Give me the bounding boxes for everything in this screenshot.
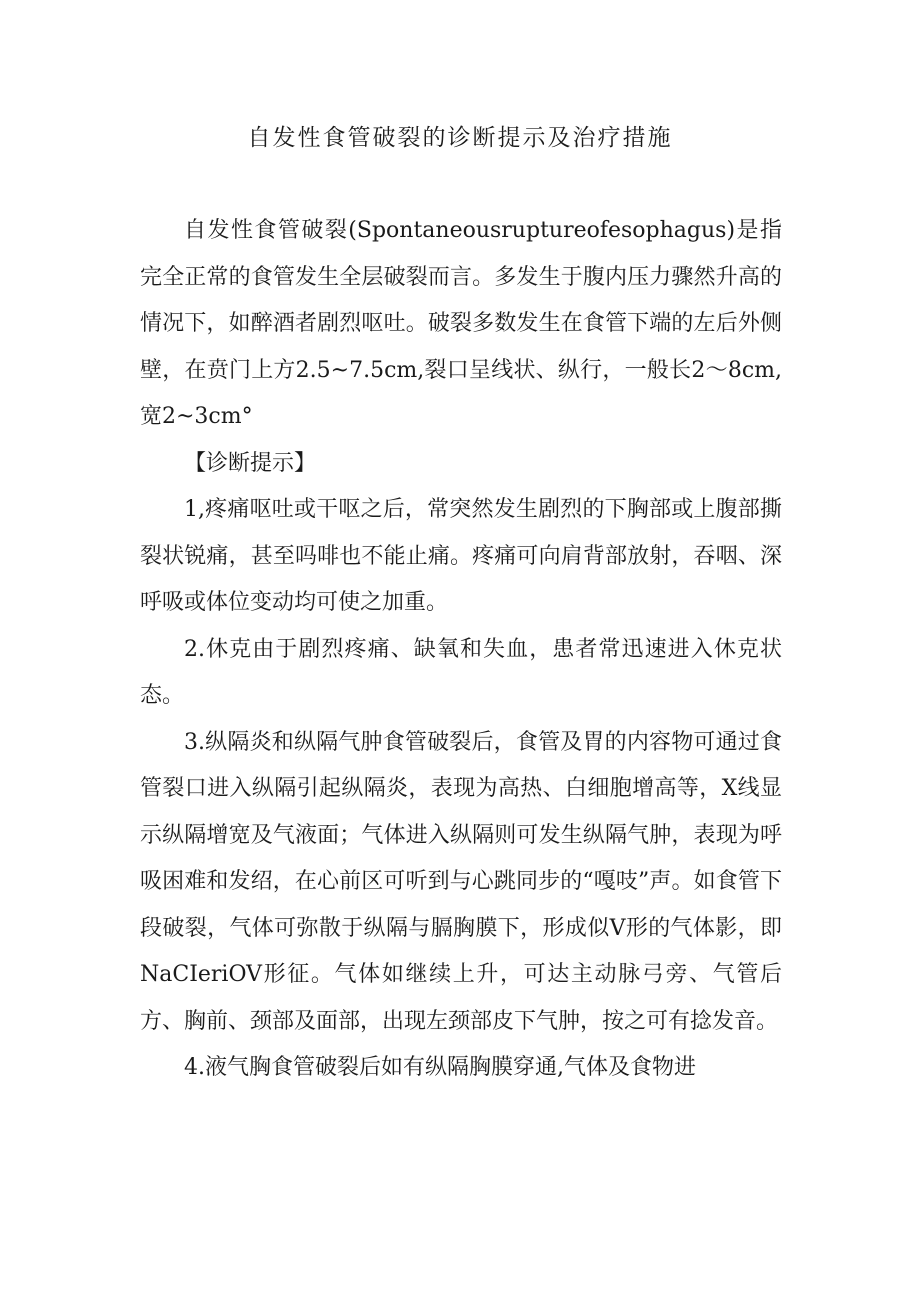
document-title: 自发性食管破裂的诊断提示及治疗措施 xyxy=(247,125,673,151)
paragraph-intro: 自发性食管破裂(Spontaneousruptureofesophagus)是指完全正常的食管发生全层破裂而言。多发生于腹内压力骤然升高的情况下，如醉酒者剧烈呕吐。破裂多数发生在食管下端的左后外侧壁，在贲门上方2.5~7.5cm,裂口呈线状、纵行，一般长2～8cm,宽2~3cm° xyxy=(140,218,782,429)
paragraph-item-3-mediastinitis: 3.纵隔炎和纵隔气肿食管破裂后，食管及胃的内容物可通过食管裂口进入纵隔引起纵隔炎，表现为高热、白细胞增高等，X线显示纵隔增宽及气液面；气体进入纵隔则可发生纵隔气肿，表现为呼吸困难和发绍，在心前区可听到与心跳同步的“嘎吱”声。如食管下段破裂，气体可弥散于纵隔与膈胸膜下，形成似V形的气体影，即NaCIeriOV形征。气体如继续上升，可达主动脉弓旁、气管后方、胸前、颈部及面部，出现左颈部皮下气肿，按之可有捻发音。 xyxy=(140,729,782,1034)
document-body xyxy=(140,208,782,1092)
paragraph-item-1-pain: 1,疼痛呕吐或干呕之后，常突然发生剧烈的下胸部或上腹部撕裂状锐痛，甚至吗啡也不能止痛。疼痛可向肩背部放射，吞咽、深呼吸或体位变动均可使之加重。 xyxy=(140,497,782,615)
paragraph-item-2-shock: 2.休克由于剧烈疼痛、缺氧和失血，患者常迅速进入休克状态。 xyxy=(140,636,782,708)
section-heading-diagnosis: 【诊断提示】 xyxy=(184,450,317,476)
paragraph-item-4-hydropneumothorax: 4.液气胸食管破裂后如有纵隔胸膜穿通,气体及食物进 xyxy=(184,1055,696,1080)
